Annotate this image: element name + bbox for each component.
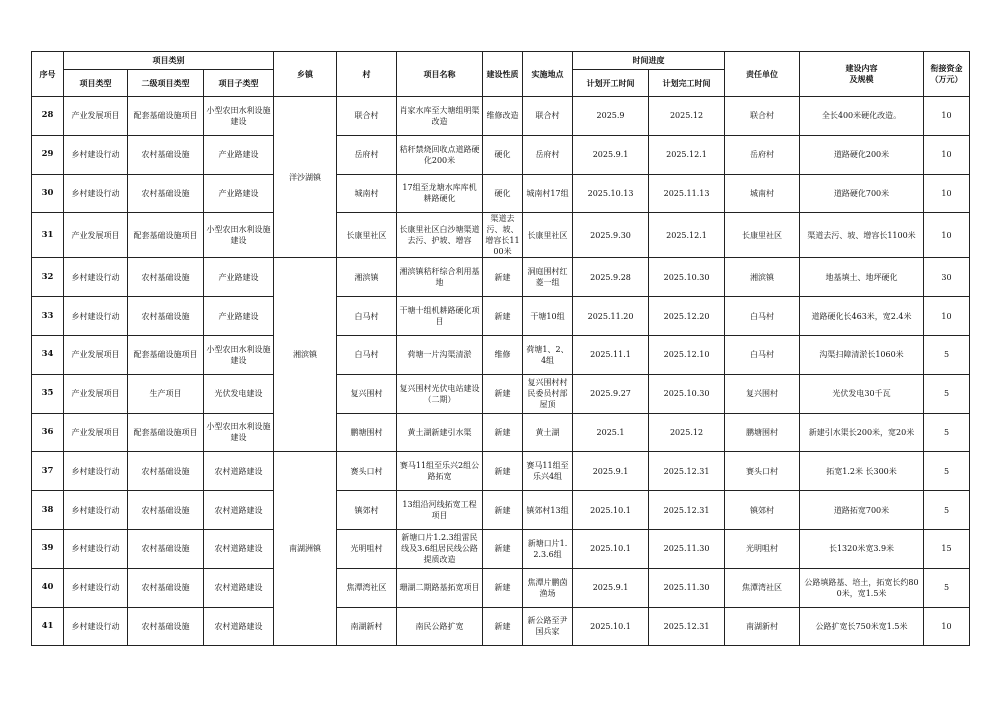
cell-project-name: 南民公路扩宽 <box>397 607 483 646</box>
cell-project-name: 长康里社区白沙塘渠道去污、护坡、增容 <box>397 213 483 258</box>
cell-start: 2025.9.1 <box>573 135 649 174</box>
cell-unit: 城南村 <box>725 174 800 213</box>
cell-fund: 5 <box>924 568 970 607</box>
table-body <box>32 97 970 646</box>
cell-content: 道路硬化长463米，宽2.4米 <box>800 297 924 336</box>
cell-project-type: 乡村建设行动 <box>64 452 128 491</box>
cell-content: 公路扩宽长750米宽1.5米 <box>800 607 924 646</box>
cell-project-name: 复兴围村光伏电站建设（二期） <box>397 374 483 413</box>
cell-town: 南湖洲镇 <box>274 452 337 646</box>
cell-unit: 复兴围村 <box>725 374 800 413</box>
header-town: 乡镇 <box>274 52 337 97</box>
header-unit: 责任单位 <box>725 52 800 97</box>
cell-start: 2025.9.30 <box>573 213 649 258</box>
cell-start: 2025.9.27 <box>573 374 649 413</box>
cell-subtype: 农村道路建设 <box>204 568 274 607</box>
table-row <box>32 491 970 530</box>
cell-project-type: 产业发展项目 <box>64 413 128 452</box>
cell-unit: 南湖新村 <box>725 607 800 646</box>
cell-project-name: 干塘十组机耕路硬化项目 <box>397 297 483 336</box>
cell-subtype: 小型农田水利设施建设 <box>204 97 274 136</box>
cell-content: 道路硬化200米 <box>800 135 924 174</box>
cell-project-name: 赛马11组至乐兴2组公路拓宽 <box>397 452 483 491</box>
cell-subtype: 产业路建设 <box>204 174 274 213</box>
cell-village: 镇郊村 <box>337 491 397 530</box>
cell-unit: 焦潭湾社区 <box>725 568 800 607</box>
cell-fund: 10 <box>924 607 970 646</box>
table-row <box>32 374 970 413</box>
cell-nature: 新建 <box>483 258 523 297</box>
cell-subtype2: 农村基础设施 <box>128 529 204 568</box>
cell-end: 2025.12.1 <box>649 213 725 258</box>
cell-seq: 32 <box>32 258 64 297</box>
cell-subtype: 产业路建设 <box>204 135 274 174</box>
cell-project-type: 乡村建设行动 <box>64 297 128 336</box>
cell-location: 赛马11组至乐兴4组 <box>523 452 573 491</box>
cell-subtype: 光伏发电建设 <box>204 374 274 413</box>
cell-subtype: 农村道路建设 <box>204 491 274 530</box>
cell-location: 新公路至尹国兵家 <box>523 607 573 646</box>
project-table <box>31 51 970 646</box>
cell-village: 鹏塘围村 <box>337 413 397 452</box>
cell-content: 光伏发电30千瓦 <box>800 374 924 413</box>
header-subtype: 项目子类型 <box>204 70 274 97</box>
cell-project-type: 乡村建设行动 <box>64 607 128 646</box>
cell-seq: 35 <box>32 374 64 413</box>
cell-unit: 镇郊村 <box>725 491 800 530</box>
cell-unit: 鹏塘围村 <box>725 413 800 452</box>
cell-seq: 29 <box>32 135 64 174</box>
cell-project-type: 产业发展项目 <box>64 97 128 136</box>
cell-subtype2: 生产项目 <box>128 374 204 413</box>
cell-subtype2: 农村基础设施 <box>128 491 204 530</box>
cell-location: 黄土湖 <box>523 413 573 452</box>
cell-start: 2025.1 <box>573 413 649 452</box>
cell-project-type: 乡村建设行动 <box>64 174 128 213</box>
cell-seq: 38 <box>32 491 64 530</box>
cell-location: 新塘口片1.2.3.6组 <box>523 529 573 568</box>
cell-subtype2: 农村基础设施 <box>128 135 204 174</box>
cell-nature: 新建 <box>483 413 523 452</box>
cell-nature: 新建 <box>483 297 523 336</box>
cell-project-type: 乡村建设行动 <box>64 258 128 297</box>
cell-village: 岳府村 <box>337 135 397 174</box>
table-row <box>32 258 970 297</box>
header-project-name: 项目名称 <box>397 52 483 97</box>
cell-village: 城南村 <box>337 174 397 213</box>
cell-location: 焦潭片鹏茵渔场 <box>523 568 573 607</box>
cell-content: 沟渠扫障清淤长1060米 <box>800 335 924 374</box>
cell-end: 2025.11.30 <box>649 529 725 568</box>
cell-project-name: 13组沿河线拓宽工程项目 <box>397 491 483 530</box>
cell-project-type: 乡村建设行动 <box>64 529 128 568</box>
cell-seq: 34 <box>32 335 64 374</box>
cell-subtype: 农村道路建设 <box>204 529 274 568</box>
cell-nature: 维修改造 <box>483 97 523 136</box>
cell-nature: 新建 <box>483 452 523 491</box>
cell-fund: 5 <box>924 452 970 491</box>
cell-start: 2025.10.1 <box>573 491 649 530</box>
cell-project-name: 秸秆禁烧回收点道路硬化200米 <box>397 135 483 174</box>
cell-fund: 10 <box>924 135 970 174</box>
cell-project-name: 珊湖二期路基拓宽项目 <box>397 568 483 607</box>
cell-end: 2025.11.30 <box>649 568 725 607</box>
cell-start: 2025.9.28 <box>573 258 649 297</box>
cell-village: 白马村 <box>337 297 397 336</box>
table-row <box>32 607 970 646</box>
header-category-group: 项目类别 <box>64 52 274 70</box>
cell-location: 干塘10组 <box>523 297 573 336</box>
cell-project-type: 乡村建设行动 <box>64 135 128 174</box>
cell-start: 2025.10.1 <box>573 607 649 646</box>
header-location: 实施地点 <box>523 52 573 97</box>
cell-end: 2025.12.20 <box>649 297 725 336</box>
cell-subtype2: 配套基础设施项目 <box>128 97 204 136</box>
cell-location: 联合村 <box>523 97 573 136</box>
table-row <box>32 297 970 336</box>
cell-unit: 湘滨镇 <box>725 258 800 297</box>
cell-start: 2025.9.1 <box>573 568 649 607</box>
cell-end: 2025.12 <box>649 413 725 452</box>
cell-nature: 新建 <box>483 491 523 530</box>
cell-content: 地基填土、地坪硬化 <box>800 258 924 297</box>
cell-start: 2025.9 <box>573 97 649 136</box>
project-table-container <box>31 51 969 646</box>
header-village: 村 <box>337 52 397 97</box>
cell-seq: 36 <box>32 413 64 452</box>
cell-end: 2025.12 <box>649 97 725 136</box>
cell-location: 复兴围村村民委员村部屋顶 <box>523 374 573 413</box>
cell-project-name: 肖家水库至大塘组明渠改造 <box>397 97 483 136</box>
cell-unit: 光明咀村 <box>725 529 800 568</box>
cell-subtype: 小型农田水利设施建设 <box>204 413 274 452</box>
header-subtype2: 二级项目类型 <box>128 70 204 97</box>
cell-end: 2025.12.31 <box>649 452 725 491</box>
cell-content: 全长400米硬化改造。 <box>800 97 924 136</box>
cell-seq: 41 <box>32 607 64 646</box>
cell-fund: 5 <box>924 413 970 452</box>
cell-subtype2: 配套基础设施项目 <box>128 213 204 258</box>
cell-subtype2: 配套基础设施项目 <box>128 413 204 452</box>
cell-subtype2: 配套基础设施项目 <box>128 335 204 374</box>
cell-project-name: 湘滨镇秸秆综合利用基地 <box>397 258 483 297</box>
table-row <box>32 335 970 374</box>
cell-end: 2025.12.31 <box>649 607 725 646</box>
cell-project-type: 产业发展项目 <box>64 374 128 413</box>
cell-location: 城南村17组 <box>523 174 573 213</box>
cell-seq: 40 <box>32 568 64 607</box>
table-row <box>32 452 970 491</box>
header-nature: 建设性质 <box>483 52 523 97</box>
cell-location: 岳府村 <box>523 135 573 174</box>
cell-village: 复兴围村 <box>337 374 397 413</box>
cell-start: 2025.10.13 <box>573 174 649 213</box>
cell-start: 2025.10.1 <box>573 529 649 568</box>
header-start: 计划开工时间 <box>573 70 649 97</box>
cell-nature: 硬化 <box>483 174 523 213</box>
cell-subtype: 小型农田水利设施建设 <box>204 335 274 374</box>
cell-nature: 维修 <box>483 335 523 374</box>
cell-village: 联合村 <box>337 97 397 136</box>
cell-unit: 联合村 <box>725 97 800 136</box>
cell-seq: 33 <box>32 297 64 336</box>
cell-start: 2025.9.1 <box>573 452 649 491</box>
cell-village: 光明咀村 <box>337 529 397 568</box>
cell-content: 长1320米宽3.9米 <box>800 529 924 568</box>
cell-town: 湘滨镇 <box>274 258 337 452</box>
cell-unit: 白马村 <box>725 297 800 336</box>
cell-fund: 5 <box>924 491 970 530</box>
cell-seq: 39 <box>32 529 64 568</box>
cell-end: 2025.12.1 <box>649 135 725 174</box>
cell-village: 长康里社区 <box>337 213 397 258</box>
cell-nature: 新建 <box>483 607 523 646</box>
cell-subtype2: 农村基础设施 <box>128 174 204 213</box>
cell-fund: 10 <box>924 97 970 136</box>
cell-content: 新建引水渠长200米，宽20米 <box>800 413 924 452</box>
cell-end: 2025.12.10 <box>649 335 725 374</box>
cell-end: 2025.10.30 <box>649 374 725 413</box>
table-header <box>32 52 970 97</box>
cell-end: 2025.12.31 <box>649 491 725 530</box>
cell-fund: 10 <box>924 213 970 258</box>
cell-subtype: 产业路建设 <box>204 258 274 297</box>
cell-subtype: 产业路建设 <box>204 297 274 336</box>
cell-project-type: 产业发展项目 <box>64 335 128 374</box>
cell-project-type: 产业发展项目 <box>64 213 128 258</box>
cell-subtype: 农村道路建设 <box>204 452 274 491</box>
cell-fund: 30 <box>924 258 970 297</box>
cell-project-name: 荷塘一片沟渠清淤 <box>397 335 483 374</box>
cell-location: 长康里社区 <box>523 213 573 258</box>
cell-subtype: 小型农田水利设施建设 <box>204 213 274 258</box>
cell-seq: 30 <box>32 174 64 213</box>
cell-nature: 新建 <box>483 374 523 413</box>
table-row <box>32 97 970 136</box>
table-row <box>32 568 970 607</box>
cell-village: 白马村 <box>337 335 397 374</box>
cell-subtype2: 农村基础设施 <box>128 452 204 491</box>
cell-location: 荷塘1、2、4组 <box>523 335 573 374</box>
cell-seq: 31 <box>32 213 64 258</box>
cell-seq: 28 <box>32 97 64 136</box>
cell-start: 2025.11.1 <box>573 335 649 374</box>
table-row <box>32 529 970 568</box>
cell-village: 南湖新村 <box>337 607 397 646</box>
cell-subtype2: 农村基础设施 <box>128 258 204 297</box>
table-row <box>32 135 970 174</box>
header-time-group: 时间进度 <box>573 52 725 70</box>
cell-start: 2025.11.20 <box>573 297 649 336</box>
cell-nature: 渠道去污、坡、增容长1100米 <box>483 213 523 258</box>
cell-content: 渠道去污、坡、增容长1100米 <box>800 213 924 258</box>
cell-fund: 5 <box>924 374 970 413</box>
cell-village: 焦潭湾社区 <box>337 568 397 607</box>
cell-project-name: 黄土湖新建引水渠 <box>397 413 483 452</box>
cell-unit: 岳府村 <box>725 135 800 174</box>
cell-unit: 白马村 <box>725 335 800 374</box>
cell-project-type: 乡村建设行动 <box>64 568 128 607</box>
header-content: 建设内容 及规模 <box>800 52 924 97</box>
cell-project-name: 17组至龙塘水库库机耕路硬化 <box>397 174 483 213</box>
cell-fund: 15 <box>924 529 970 568</box>
cell-seq: 37 <box>32 452 64 491</box>
cell-end: 2025.10.30 <box>649 258 725 297</box>
cell-content: 拓宽1.2米 长300米 <box>800 452 924 491</box>
cell-town: 洋沙湖镇 <box>274 97 337 258</box>
cell-subtype2: 农村基础设施 <box>128 568 204 607</box>
cell-unit: 长康里社区 <box>725 213 800 258</box>
cell-nature: 硬化 <box>483 135 523 174</box>
cell-end: 2025.11.13 <box>649 174 725 213</box>
cell-fund: 10 <box>924 174 970 213</box>
cell-subtype2: 农村基础设施 <box>128 297 204 336</box>
table-row <box>32 174 970 213</box>
table-row <box>32 413 970 452</box>
cell-location: 洞庭围村红菱一组 <box>523 258 573 297</box>
table-row <box>32 213 970 258</box>
header-seq: 序号 <box>32 52 64 97</box>
header-end: 计划完工时间 <box>649 70 725 97</box>
cell-nature: 新建 <box>483 529 523 568</box>
header-type: 项目类型 <box>64 70 128 97</box>
cell-content: 道路硬化700米 <box>800 174 924 213</box>
cell-location: 镇郊村13组 <box>523 491 573 530</box>
cell-subtype: 农村道路建设 <box>204 607 274 646</box>
cell-unit: 赛头口村 <box>725 452 800 491</box>
cell-content: 道路拓宽700米 <box>800 491 924 530</box>
cell-content: 公路填路基、培土，拓宽长约800米，宽1.5米 <box>800 568 924 607</box>
cell-village: 赛头口村 <box>337 452 397 491</box>
cell-project-name: 新塘口片1.2.3组雷民线及3.6组居民线公路提质改造 <box>397 529 483 568</box>
cell-nature: 新建 <box>483 568 523 607</box>
cell-subtype2: 农村基础设施 <box>128 607 204 646</box>
cell-project-type: 乡村建设行动 <box>64 491 128 530</box>
cell-fund: 5 <box>924 335 970 374</box>
cell-fund: 10 <box>924 297 970 336</box>
header-fund: 衔接资金 （万元） <box>924 52 970 97</box>
cell-village: 湘滨镇 <box>337 258 397 297</box>
